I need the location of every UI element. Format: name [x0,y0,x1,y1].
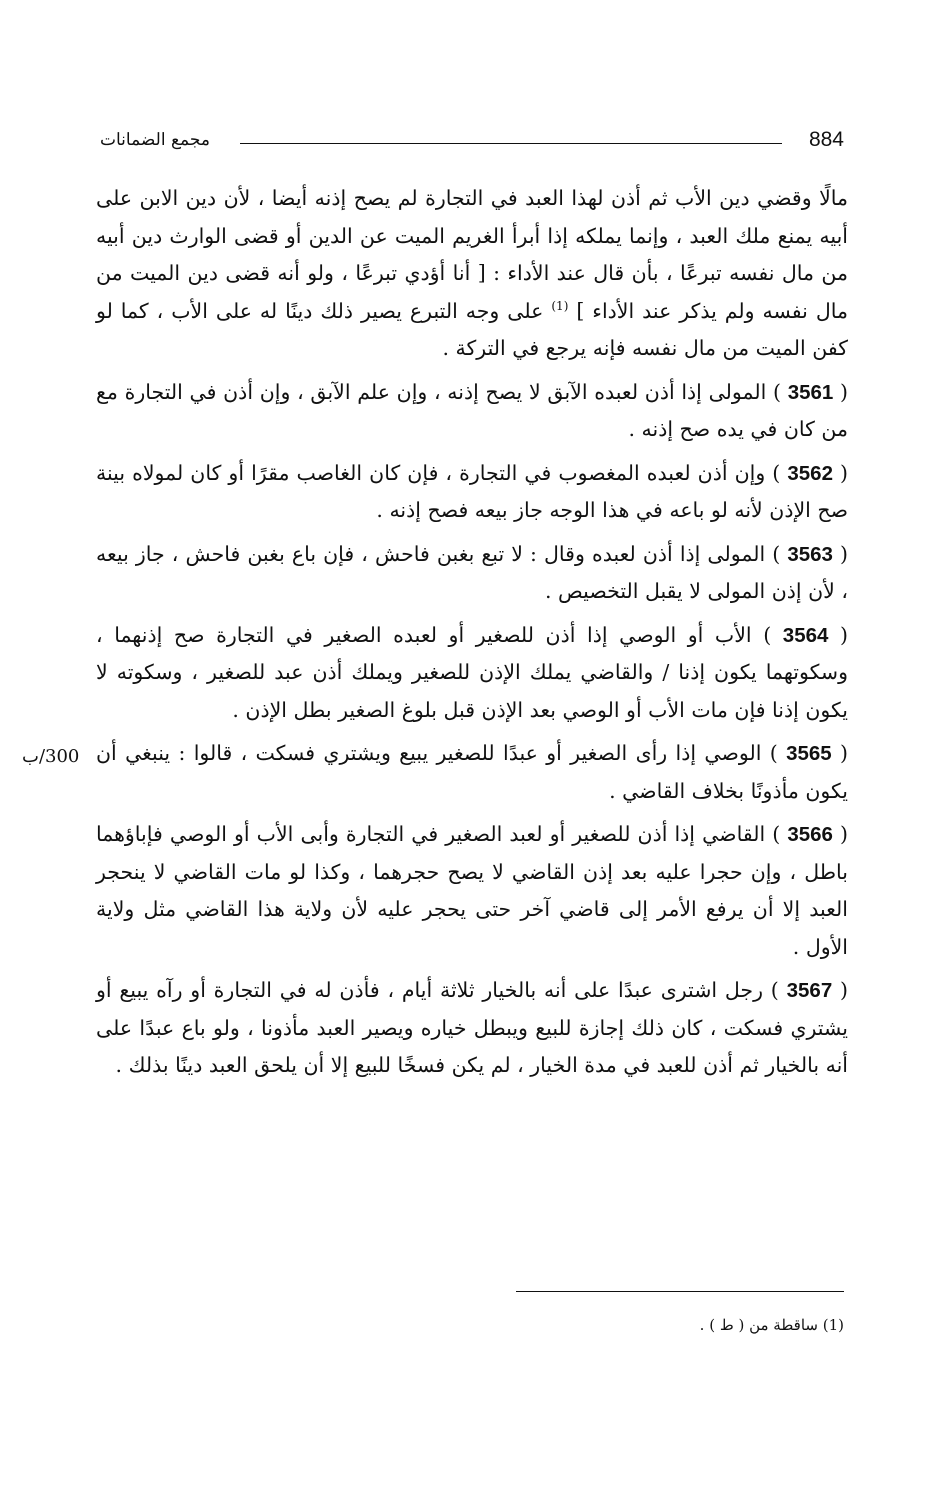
paragraph-text: القاضي إذا أذن للصغير أو لعبد الصغير في التجارة وأبى الأب أو الوصي فإباؤهما باطل ، وإن حجرا عليه بعد إذن القاضي لا يصح حجرهما ، وكذا لو مات القاضي لا ينحجر العبد إلا أن يرفع الأمر إلى قاضي آخر حتى يحجر عليه لأن ولاية هذا القاضي مثل ولاية الأول . [96,822,848,959]
page-number: 884 [808,128,844,151]
issue-number: 3561 [787,380,834,404]
paragraph-text: وإن أذن لعبده المغصوب في التجارة ، فإن كان الغاصب مقرًا أو كان لمولاه بينة صح الإذن لأنه لو باعه في هذا الوجه جاز بيعه فصح إذنه . [96,460,848,522]
issue-number: 3566 [787,823,833,846]
paragraph-intro [96,180,848,368]
footnote: (1) ساقطة من ( ط ) . [699,1316,844,1334]
paragraph-text: الوصي إذا رأى الصغير أو عبدًا للصغير يبيع ويشتري فسكت ، قالوا : ينبغي أن يكون مأذونًا بخلاف القاضي . [96,741,848,803]
issue-number: 3567 [786,979,833,1002]
paragraph-3564: ( 3564 ) الأب أو الوصي إذا أذن للصغير أو لعبده الصغير في التجارة صح إذنهما ، وسكوتهما يكون إذنا / والقاضي يملك الإذن للصغير ويملك أذن عبد للصغير ، وسكوته لا يكون إذنا فإن مات الأب أو الوصي بعد الإذن قبل بلوغ الصغير بطل الإذن . [96,622,848,722]
paragraph-3567: ( 3567 ) رجل اشترى عبدًا على أنه بالخيار ثلاثة أيام ، فأذن له في التجارة أو رآه يبيع أو يشتري فسكت ، كان ذلك إجازة للبيع ويبطل خياره ويصير العبد مأذونا ، ولو باع عبدًا على أنه بالخيار ثم أذن للعبد في مدة الخيار ، لم يكن فسخًا للبيع إلا أن يلحق العبد دينًا بذلك . [96,978,849,1077]
footnote-rule [516,1291,844,1292]
paragraph-text: المولى إذا أذن لعبده الآبق لا يصح إذنه ، وإن علم الآبق ، وإن أذن في التجارة مع من كان في يده صح إذنه . [96,379,848,441]
paragraph-text: الأب أو الوصي إذا أذن للصغير أو لعبده الصغير في التجارة صح إذنهما ، وسكوتهما يكون إذنا / والقاضي يملك الإذن للصغير ويملك أذن عبد للصغير ، وسكوته لا يكون إذنا فإن مات الأب أو الوصي بعد الإذن قبل بلوغ الصغير بطل الإذن . [96,622,848,722]
issue-number: 3564 [782,623,829,647]
page-body [96,180,848,1091]
paragraph-text-tail: على وجه التبرع يصير ذلك دينًا له على الأب ، كما لو كفن الميت من مال نفسه فإنه يرجع في التركة . [96,298,848,360]
paragraph-text: مالًا وقضي دين الأب ثم أذن لهذا العبد في التجارة لم يصح إذنه أيضا ، لأن دين الابن على أبيه يمنع ملك العبد ، وإنما يملكه إذا أبرأ الغريم الميت عن الدين أو قضى الوارث دين أبيه من مال نفسه تبرعًا ، بأن قال عند الأداء : [ أنا أؤدي تبرعًا ، ولو أنه قضى دين الميت من مال نفسه ولم يذكر عند الأداء ] [96,186,848,323]
paragraph-3561: ( 3561 ) المولى إذا أذن لعبده الآبق لا يصح إذنه ، وإن علم الآبق ، وإن أذن في التجارة مع من كان في يده صح إذنه . [96,379,849,441]
paragraph-text: المولى إذا أذن لعبده وقال : لا تبع بغبن فاحش ، فإن باع بغبن فاحش ، جاز بيعه ، لأن إذن المولى لا يقبل التخصيص . [96,541,848,603]
paragraph-3563: ( 3563 ) المولى إذا أذن لعبده وقال : لا تبع بغبن فاحش ، فإن باع بغبن فاحش ، جاز بيعه ، لأن إذن المولى لا يقبل التخصيص . [96,541,849,603]
manuscript-folio-note: 300/ب [22,746,80,767]
issue-number: 3562 [787,461,833,485]
footnote-ref: (1) [551,298,569,313]
paragraph-text: رجل اشترى عبدًا على أنه بالخيار ثلاثة أيام ، فأذن له في التجارة أو رآه يبيع أو يشتري فسكت ، كان ذلك إجازة للبيع ويبطل خياره ويصير العبد مأذونا ، ولو باع عبدًا على أنه بالخيار ثم أذن للعبد في مدة الخيار ، لم يكن فسخًا للبيع إلا أن يلحق العبد دينًا بذلك . [96,978,848,1077]
issue-number: 3565 [786,742,832,765]
running-title: مجمع الضمانات [100,130,210,150]
page-header [100,128,844,162]
paragraph-3565: ( 3565 ) الوصي إذا رأى الصغير أو عبدًا للصغير يبيع ويشتري فسكت ، قالوا : ينبغي أن يكون مأذونًا بخلاف القاضي . [96,741,848,803]
header-rule [240,143,782,144]
issue-number: 3563 [787,542,833,566]
paragraph-3562: ( 3562 ) وإن أذن لعبده المغصوب في التجارة ، فإن كان الغاصب مقرًا أو كان لمولاه بينة صح الإذن لأنه لو باعه في هذا الوجه جاز بيعه فصح إذنه . [96,460,849,522]
paragraph-3566: ( 3566 ) القاضي إذا أذن للصغير أو لعبد الصغير في التجارة وأبى الأب أو الوصي فإباؤهما باطل ، وإن حجرا عليه بعد إذن القاضي لا يصح حجرهما ، وكذا لو مات القاضي لا ينحجر العبد إلا أن يرفع الأمر إلى قاضي آخر حتى يحجر عليه لأن ولاية هذا القاضي مثل ولاية الأول . [96,822,849,959]
